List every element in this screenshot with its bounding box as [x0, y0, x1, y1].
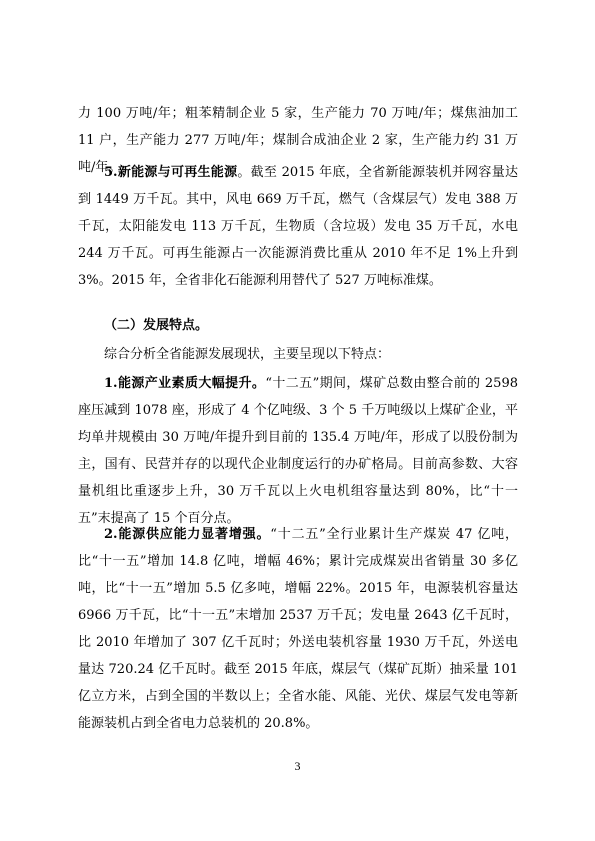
- paragraph-industry-quality-title: 1.能源产业素质大幅提升。: [104, 376, 266, 391]
- paragraph-supply-capacity: [78, 521, 518, 737]
- paragraph-summary-intro: 综合分析全省能源发展现状，主要呈现以下特点：: [104, 347, 391, 362]
- page-number: 3: [294, 759, 301, 773]
- paragraph-industry-quality: [78, 370, 518, 532]
- paragraph-industry-quality-body: “十二五”期间，煤矿总数由整合前的 2598 座压减到 1078 座，形成了 4 个亿吨级、3 个 5 千万吨级以上煤矿企业，平均单井规模由 30 万吨/年提升到目前的 135.4 万吨/年，形成了以股份制为主，国有、民营并存的以现代企业制度运行的办矿格局。目前高参数、大容量机组比重逐步上升，30 万千瓦以上火电机组容量达到 80%，比“十一五”末提高了 15 个百分点。: [78, 376, 518, 526]
- paragraph-coal-chemical-capacity: 力 100 万吨/年；粗苯精制企业 5 家，生产能力 70 万吨/年；煤焦油加工 11 户，生产能力 277 万吨/年；煤制合成油企业 2 家，生产能力约 31 万吨/年。: [78, 106, 518, 175]
- paragraph-new-energy-body: 。截至 2015 年底，全省新能源装机并网容量达到 1449 万千瓦。其中，风电 669 万千瓦，燃气（含煤层气）发电 388 万千瓦，太阳能发电 113 万千瓦，生物质（含垃圾）发电 35 万千瓦，水电 244 万千瓦。可再生能源占一次能源消费比重从 2010 年不足 1%上升到 3%。2015 年，全省非化石能源利用替代了 527 万吨标准煤。: [78, 165, 518, 288]
- paragraph-new-energy: [78, 159, 518, 294]
- paragraph-supply-capacity-body: “十二五”全行业累计生产煤炭 47 亿吨，比“十一五”增加 14.8 亿吨，增幅 46%；累计完成煤炭出省销量 30 多亿吨，比“十一五”增加 5.5 亿多吨，增幅 22%。2015 年，电源装机容量达 6966 万千瓦，比“十一五”末增加 2537 万千瓦；发电量 2643 亿千瓦时，比 2010 年增加了 307 亿千瓦时；外送电装机容量 1930 万千瓦，外送电量达 720.24 亿千瓦时。截至 2015 年底，煤层气（煤矿瓦斯）抽采量 101 亿立方米，占到全国的半数以上；全省水能、风能、光伏、煤层气发电等新能源装机占到全省电力总装机的 20.8%。: [78, 527, 518, 731]
- paragraph-new-energy-title: 5.新能源与可再生能源: [104, 165, 238, 180]
- paragraph-supply-capacity-title: 2.能源供应能力显著增强。: [104, 527, 271, 542]
- section-heading-development-features: （二）发展特点。: [104, 318, 209, 333]
